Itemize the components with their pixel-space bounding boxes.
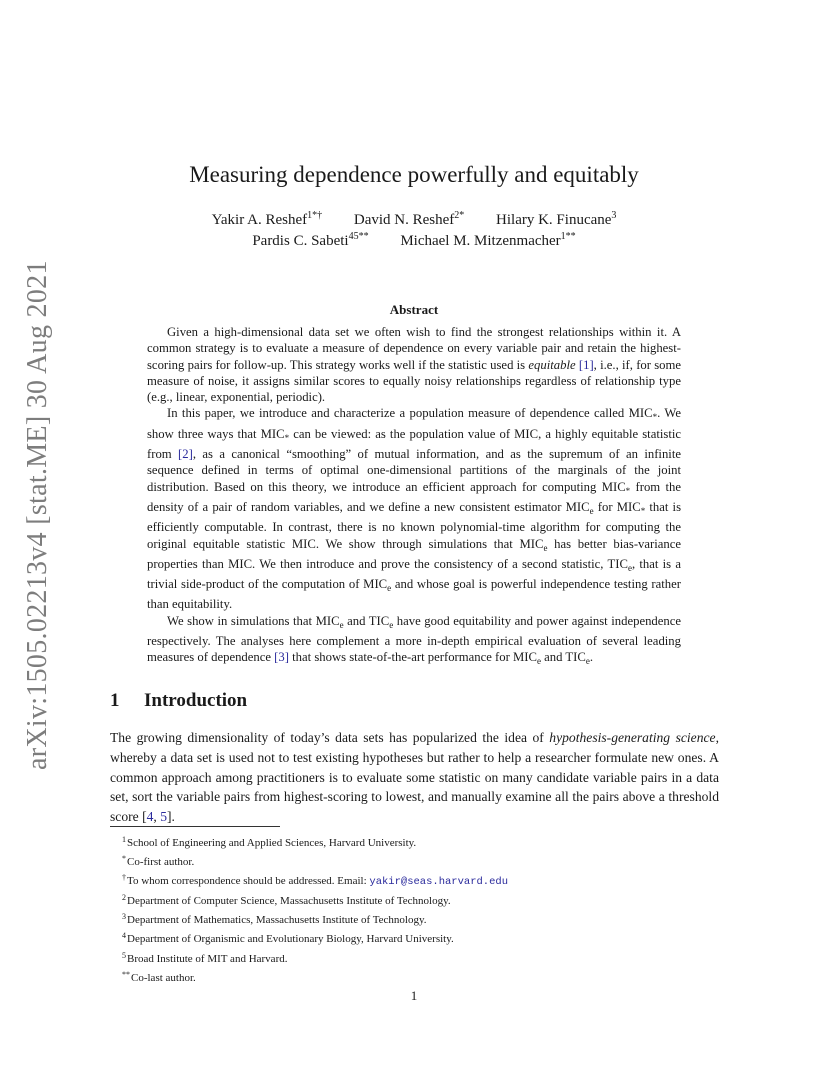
email-link[interactable]: yakir@seas.harvard.edu [369, 876, 509, 889]
author [212, 210, 323, 229]
abstract-heading: Abstract [389, 302, 439, 317]
author-name: Yakir A. Reshef [211, 212, 308, 228]
citation-link[interactable]: 4 [146, 809, 154, 825]
citation-link[interactable]: 5 [160, 809, 168, 825]
footnote: $^3$Department of Mathematics, Massachusetts Institute of Technology. [122, 912, 427, 927]
author-name: Hilary K. Finucane [496, 212, 612, 228]
abstract-body [147, 324, 681, 670]
author-list-row-1 [0, 210, 828, 229]
abstract-paragraph: Given a high-dimensional data set we often wish to find the strongest relationships within it. A common strategy is to evaluate a measure of dependence on every variable pair and retain the highest-scoring pairs for follow-up. This strategy works well if the statistic used is equitable [1], i.e., if, for some measure of noise, it assigns similar scores to equally noisy relationships regardless of relationship type (e.g., linear, exponential, periodic). [147, 325, 682, 405]
arxiv-identifier-stamp: arXiv:1505.02213v4 [stat.ME] 30 Aug 2021 [22, 260, 53, 770]
author [252, 231, 368, 250]
author [400, 231, 575, 250]
footnote: $^1$School of Engineering and Applied Sciences, Harvard University. [122, 835, 417, 849]
footnote: †To whom correspondence should be addressed. Email: yakir@seas.harvard.edu [122, 873, 509, 889]
author-name: Michael M. Mitzenmacher [400, 233, 561, 249]
footnote: $^4$Department of Organismic and Evolutionary Biology, Harvard University. [122, 931, 454, 946]
section-title: Introduction [144, 690, 248, 711]
affiliation-mark: 3 [611, 210, 617, 221]
citation-link[interactable]: [2] [178, 447, 193, 462]
author [496, 210, 616, 229]
section-number: 1 [110, 690, 120, 711]
abstract-paragraph: We show in simulations that $MIC_e$ and $TIC_e$ have good equitability and power against independence respectively. The analyses here complement a more in-depth empirical evaluation of several leading measures of dependence [3] that shows state-of-the-art performance for $MIC_e$ and $TIC_e$. [147, 613, 681, 667]
emphasis: equitable [528, 357, 576, 372]
affiliation-mark: 1** [560, 231, 576, 242]
affiliation-mark: 2* [454, 210, 465, 221]
intro-paragraph: The growing dimensionality of today’s data sets has popularized the idea of hypothesis-generating science, whereby a data set is used not to test existing hypotheses but rather to help a researcher formulate new ones. A common approach among practitioners is to evaluate some statistic on many candidate variable pairs in a data set, sort the variable pairs from highest-scoring to lowest, and manually examine all the pairs above a threshold score [4, 5]. [110, 730, 719, 825]
section-heading [110, 690, 247, 712]
author-list-row-2 [0, 231, 828, 250]
abstract-paragraph: In this paper, we introduce and characterize a population measure of dependence called $MIC_*$. We show three ways that $MIC_*$ can be viewed: as the population value of MIC, a highly equitable statistic from [2], as a canonical “smoothing” of mutual information, and as the supremum of an infinite sequence defined in terms of optimal one-dimensional partitions of the marginals of the joint distribution. Based on this theory, we introduce an efficient approach for computing $MIC_*$ from the density of a pair of random variables, and we define a new consistent estimator $MIC_e$ for $MIC_*$ that is efficiently computable. In contrast, there is no known polynomial-time algorithm for computing the original equitable statistic MIC. We show through simulations that $MIC_e$ has better bias-variance properties than MIC. We then introduce and prove the consistency of a second statistic, $TIC_e$, that is a trivial side-product of the computation of $MIC_e$ and whose goal is powerful independence testing rather than equitability. [147, 406, 682, 612]
author [354, 210, 464, 229]
emphasis: hypothesis-generating science [549, 730, 716, 745]
author-name: Pardis C. Sabeti [252, 233, 349, 249]
page-number: 1 [410, 988, 418, 1003]
paper-title: Measuring dependence powerfully and equitably [189, 162, 639, 187]
citation-link[interactable]: [3] [274, 650, 289, 665]
footnotes [122, 832, 682, 986]
affiliation-mark: 45** [348, 231, 369, 242]
affiliation-mark: 1*† [307, 210, 323, 221]
footnote: *Co-first author. [122, 854, 195, 869]
footnote-rule [110, 826, 280, 827]
footnote: **Co-last author. [122, 969, 196, 984]
footnote: $^5$Broad Institute of MIT and Harvard. [122, 950, 288, 965]
author-name: David N. Reshef [353, 212, 455, 228]
citation-link[interactable]: [1] [578, 357, 594, 372]
footnote: $^2$Department of Computer Science, Massachusetts Institute of Technology. [122, 893, 451, 908]
